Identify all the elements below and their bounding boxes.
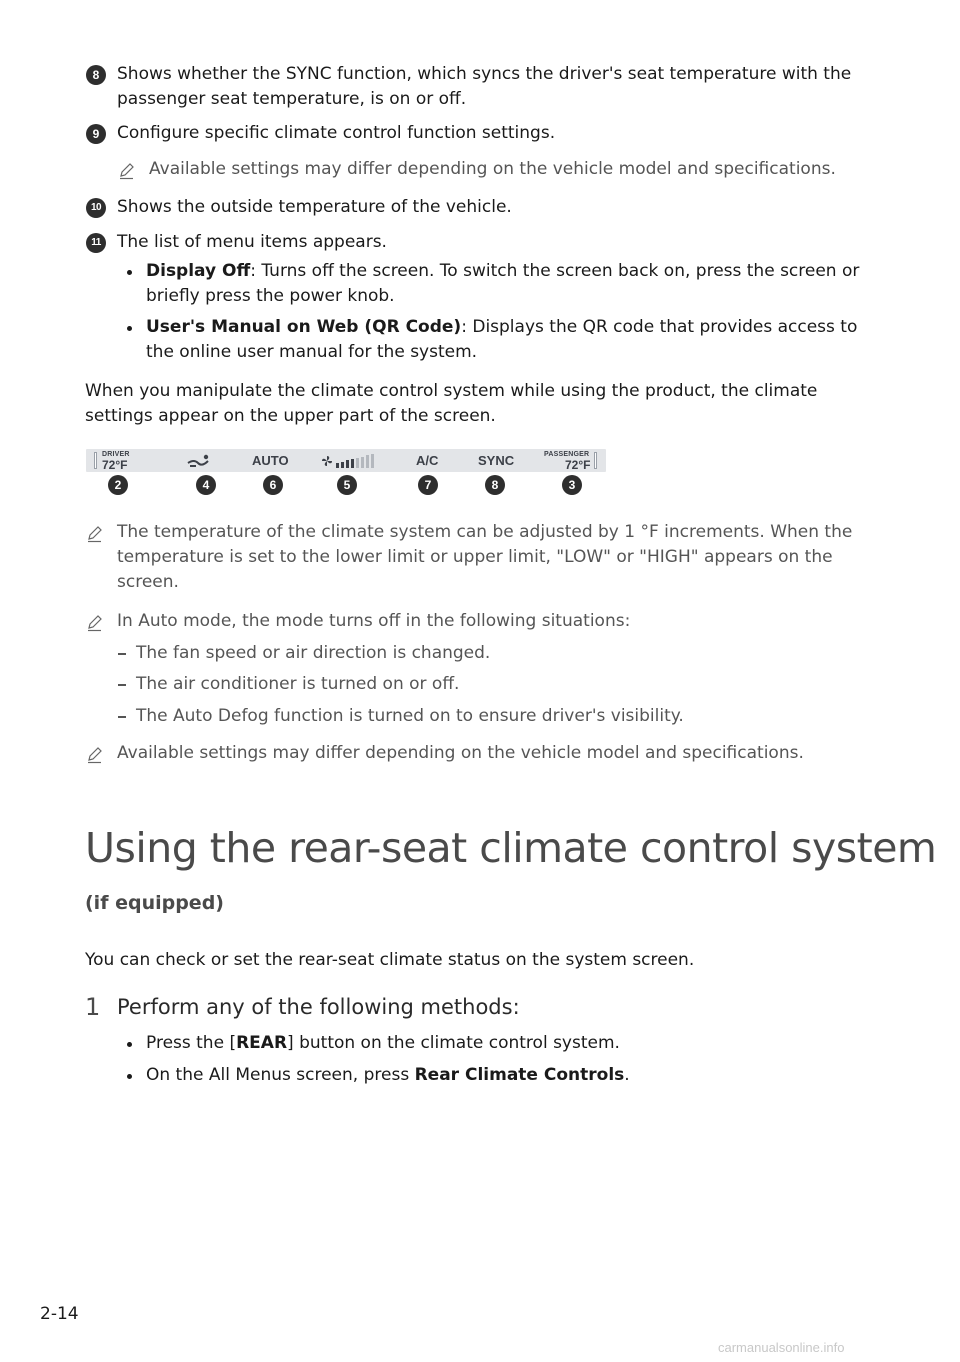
step-text: Perform any of the following methods: (117, 995, 520, 1019)
rear-button-label: REAR (236, 1033, 288, 1053)
fan-speed-bars (336, 449, 376, 472)
page-number: 2-14 (40, 1304, 79, 1324)
note-temperature: The temperature of the climate system can be adjusted by 1 °F increments. When the temperature is set to the lower limit or upper limit, "LOW" or "HIGH" appears on the screen. (117, 522, 853, 592)
ac-indicator: A/C (416, 453, 439, 468)
step-bullet-rear-button (146, 1031, 874, 1056)
callout-7: 7 (418, 475, 438, 495)
bullet-desc: : Turns off the screen. To switch the screen back on, press the screen or briefly press the power knob. (146, 261, 860, 306)
item-number-10: 10 (86, 198, 106, 218)
passenger-label: PASSENGER (544, 451, 590, 458)
auto-mode-condition: The fan speed or air direction is changed. (136, 641, 856, 666)
item-number-11: 11 (86, 233, 106, 253)
item-number-9: 9 (86, 124, 106, 144)
callout-6: 6 (263, 475, 283, 495)
fan-speed-bar (371, 454, 374, 468)
auto-mode-condition: The air conditioner is turned on or off. (136, 672, 856, 697)
fan-speed-bar (356, 458, 359, 468)
item-9-note: Available settings may differ depending on the vehicle model and specifications. (149, 159, 836, 179)
item-9-text: Configure specific climate control function settings. (117, 123, 556, 143)
fan-speed-bar (346, 460, 349, 468)
callout-5: 5 (337, 475, 357, 495)
note-pencil-icon (86, 525, 104, 543)
bullet-text: Press the [ (146, 1033, 237, 1053)
fan-icon (321, 455, 333, 467)
driver-temp: 72°F (102, 458, 128, 472)
item-11-text: The list of menu items appears. (117, 232, 387, 252)
step-number: 1 (85, 993, 101, 1021)
rear-climate-controls-label: Rear Climate Controls (414, 1065, 625, 1085)
fan-speed-bar (366, 455, 369, 468)
menu-bullet-users-manual (146, 315, 874, 365)
callout-3: 3 (562, 475, 582, 495)
bullet-term: Display Off (146, 261, 251, 281)
bullet-text: . (624, 1065, 630, 1085)
bullet-desc: : Displays the QR code that provides access to the online user manual for the system. (146, 317, 858, 362)
bullet-term: User's Manual on Web (QR Code) (146, 317, 462, 337)
menu-bullet-display-off (146, 259, 874, 309)
callout-4: 4 (196, 475, 216, 495)
item-10-text: Shows the outside temperature of the vehicle. (117, 197, 512, 217)
note-pencil-icon (118, 162, 136, 180)
section-intro: You can check or set the rear-seat climate status on the system screen. (85, 950, 695, 970)
callout-2: 2 (108, 475, 128, 495)
bullet-text: ] button on the climate control system. (287, 1033, 620, 1053)
fan-speed-bar (336, 463, 339, 468)
fan-speed-bar (341, 462, 344, 468)
item-8-text: Shows whether the SYNC function, which syncs the driver's seat temperature with the passenger seat temperature, is on or off. (117, 64, 852, 109)
section-title: Using the rear-seat climate control system (85, 824, 937, 872)
auto-mode-condition: The Auto Defog function is turned on to ensure driver's visibility. (136, 704, 856, 729)
note-pencil-icon (86, 746, 104, 764)
watermark: carmanualsonline.info (718, 1340, 845, 1355)
note-pencil-icon (86, 614, 104, 632)
passenger-temp-bar (594, 452, 597, 469)
item-number-8: 8 (86, 65, 106, 85)
driver-label: DRIVER (102, 451, 130, 458)
bullet-text: On the All Menus screen, press (146, 1065, 415, 1085)
fan-speed-bar (351, 459, 354, 468)
callout-8: 8 (485, 475, 505, 495)
note-auto-mode: In Auto mode, the mode turns off in the following situations: (117, 611, 631, 631)
climate-status-strip (86, 449, 606, 472)
auto-indicator: AUTO (252, 453, 289, 468)
climate-intro-text: When you manipulate the climate control system while using the product, the climate settings appear on the upper part of the screen. (85, 381, 818, 426)
air-direction-icon (186, 453, 212, 469)
section-subtitle: (if equipped) (85, 892, 224, 914)
passenger-temp: 72°F (565, 458, 591, 472)
fan-speed-bar (361, 457, 364, 469)
step-bullet-all-menus (146, 1063, 874, 1088)
note-available-settings: Available settings may differ depending on the vehicle model and specifications. (117, 743, 804, 763)
sync-indicator: SYNC (478, 453, 515, 468)
driver-temp-bar (94, 452, 97, 469)
